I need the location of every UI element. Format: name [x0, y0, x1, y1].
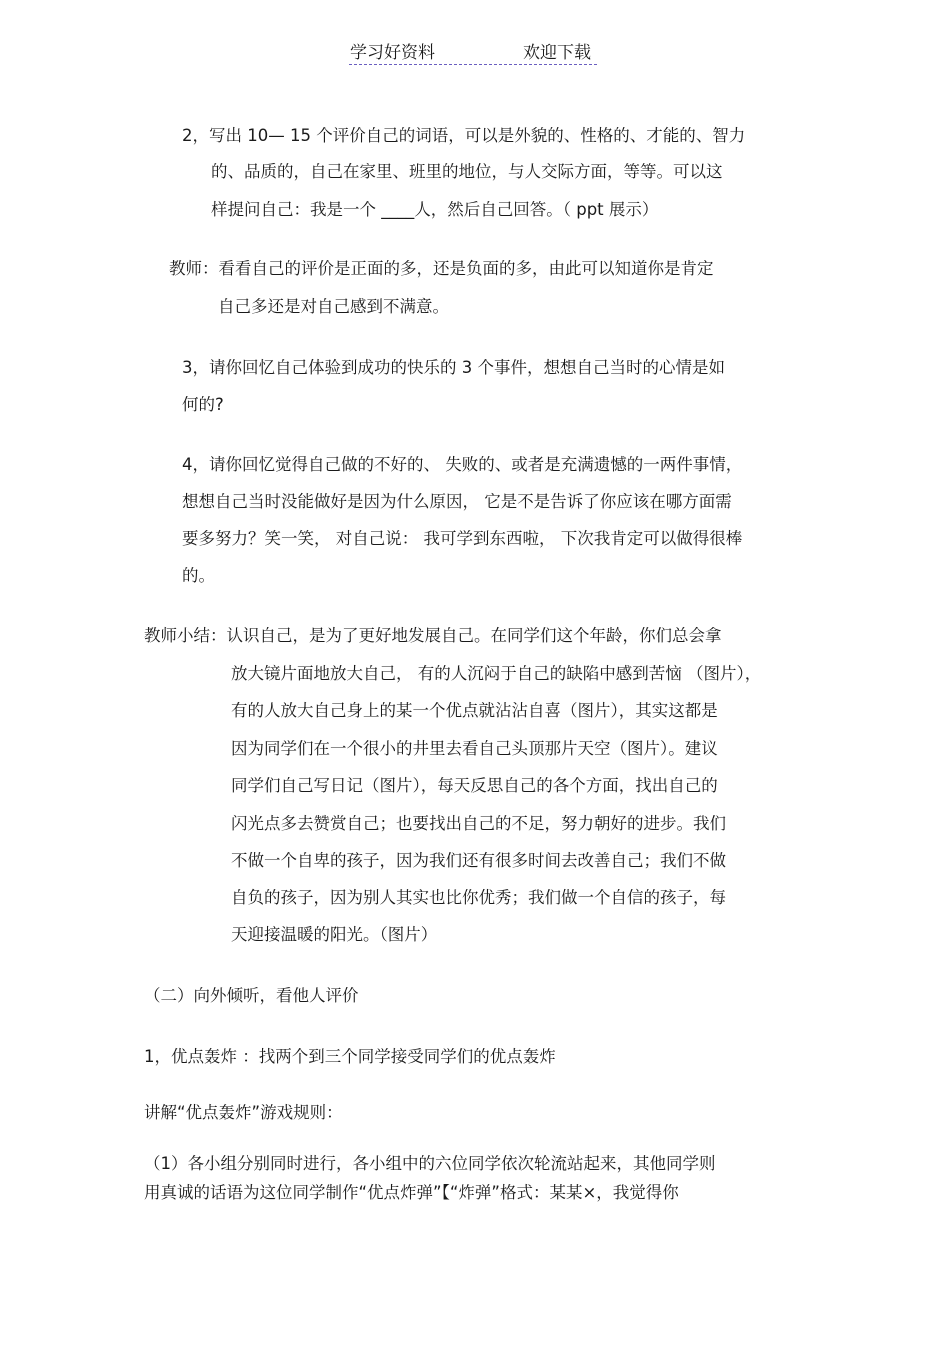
summary-line: 有的人放大自己身上的某一个优点就沾沾自喜（图片），其实这都是 — [231, 701, 718, 720]
summary-line: 自负的孩子，因为别人其实也比你优秀；我们做一个自信的孩子，每 — [231, 888, 726, 907]
summary-line: 同学们自己写日记（图片），每天反思自己的各个方面，找出自己的 — [231, 776, 718, 795]
item4-line4: 的。 — [182, 566, 215, 585]
summary-line: 天迎接温暖的阳光。（图片） — [231, 925, 438, 944]
item2-line2: 的、品质的，自己在家里、班里的地位，与人交际方面，等等。可以这 — [211, 162, 723, 181]
item3-line2: 何的? — [182, 395, 224, 414]
item2-line1: 2，写出 10— 15 个评价自己的词语，可以是外貌的、性格的、才能的、智力 — [182, 126, 746, 145]
summary-line: 教师小结：认识自己，是为了更好地发展自己。在同学们这个年龄，你们总会拿 — [144, 626, 722, 645]
header-left: 学习好资料 — [350, 43, 435, 63]
item3-line1: 3，请你回忆自己体验到成功的快乐的 3 个事件，想想自己当时的心情是如 — [182, 358, 725, 377]
teacher-comment-line2: 自己多还是对自己感到不满意。 — [218, 297, 449, 316]
header-right: 欢迎下载 — [523, 43, 591, 63]
header-divider — [349, 64, 597, 65]
summary-line: 因为同学们在一个很小的井里去看自己头顶那片天空（图片）。建议 — [231, 739, 718, 758]
summary-line: 不做一个自卑的孩子，因为我们还有很多时间去改善自己；我们不做 — [231, 851, 726, 870]
teacher-comment-line1: 教师：看看自己的评价是正面的多，还是负面的多，由此可以知道你是肯定 — [169, 259, 714, 278]
item4-line2: 想想自己当时没能做好是因为什么原因， 它是不是告诉了你应该在哪方面需 — [182, 492, 732, 511]
item2-line3: 样提问自己：我是一个 ____人，然后自己回答。（ ppt 展示） — [211, 200, 659, 219]
rule-1-line2: 用真诚的话语为这位同学制作“优点炸弹”【“炸弹”格式：某某×，我觉得你 — [144, 1183, 679, 1202]
summary-line: 放大镜片面地放大自己， 有的人沉闷于自己的缺陷中感到苦恼 （图片）， — [231, 664, 762, 683]
section-heading: （二）向外倾听，看他人评价 — [144, 986, 359, 1005]
rule-1-line1: （1）各小组分别同时进行，各小组中的六位同学依次轮流站起来，其他同学则 — [144, 1154, 716, 1173]
activity-1-title: 1，优点轰炸 ：找两个到三个同学接受同学们的优点轰炸 — [144, 1047, 556, 1066]
item4-line1: 4，请你回忆觉得自己做的不好的、 失败的、或者是充满遗憾的一两件事情， — [182, 455, 743, 474]
summary-line: 闪光点多去赞赏自己；也要找出自己的不足，努力朝好的进步。我们 — [231, 814, 726, 833]
rules-intro: 讲解“优点轰炸”游戏规则： — [144, 1103, 343, 1122]
item4-line3: 要多努力？笑一笑， 对自己说： 我可学到东西啦， 下次我肯定可以做得很棒 — [182, 529, 743, 548]
